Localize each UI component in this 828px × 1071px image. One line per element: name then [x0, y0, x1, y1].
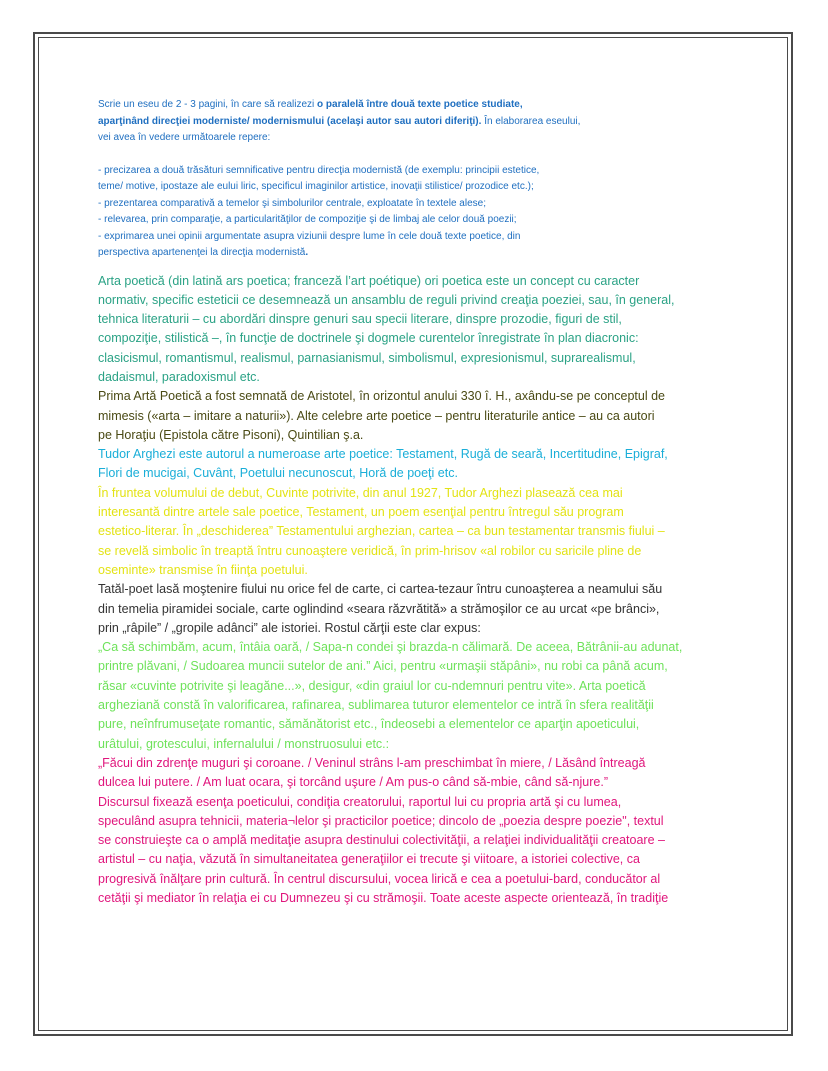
paragraph-line: cetăţii şi mediator în relaţia ei cu Dumnezeu şi cu strămoşii. Toate aceste aspecte orientează, în tradiţie	[98, 891, 669, 905]
paragraph-line: Tatăl-poet lasă moştenire fiului nu orice fel de carte, ci cartea-tezaur întru cunoaşterea a neamului său	[98, 582, 663, 597]
paragraph-line: se revelă simbolic în treaptă întru cunoaştere veridică, în prim-hrisov «al robilor cu saricile pline de	[98, 543, 642, 558]
essay-paragraph	[98, 484, 734, 580]
paragraph-line: răsar «cuvinte potrivite şi leagăne...», desigur, «din graiul lor cu-ndemnuri pentru vite». Arta poetică	[98, 678, 646, 693]
paragraph-line: compoziţie, stilistică –, în funcţie de doctrinele şi dogmele curentelor înregistrate în plan diacronic:	[98, 331, 639, 346]
essay-paragraph	[98, 580, 734, 638]
paragraph-line: dadaismul, paradoxismul etc.	[98, 369, 260, 384]
paragraph-line: Prima Artă Poetică a fost semnată de Aristotel, în orizontul anului 330 î. H., axându-se pe conceptul de	[98, 389, 665, 404]
paragraph-line: mimesis («arta – imitare a naturii»). Alte celebre arte poetice – pentru literaturile antice – au ca autori	[98, 408, 655, 423]
paragraph-line: clasicismul, romantismul, realismul, parnasianismul, simbolismul, expresionismul, suprarealismul,	[98, 350, 636, 365]
paragraph-line: prin „râpile” / „gropile adânci” ale istoriei. Rostul cărţii este clar expus:	[98, 620, 481, 635]
paragraph-line: oseminte» transmise în fiinţa poetului.	[98, 562, 308, 577]
task-bullet: - precizarea a două trăsături semnificative pentru direcţia modernistă (de exemplu: principii estetice,	[98, 164, 540, 176]
paragraph-line: Flori de mucigai, Cuvânt, Poetului necunoscut, Horă de poeţi etc.	[98, 466, 458, 481]
task-bullet: - exprimarea unei opinii argumentate asupra viziunii despre lume în cele două texte poetice, din	[98, 230, 521, 242]
document-content	[98, 97, 734, 908]
paragraph-line: „Făcui din zdrenţe muguri şi coroane. / Veninul strâns l-am preschimbat în miere, / Lăsând întreagă	[98, 755, 646, 770]
essay-paragraph	[98, 272, 734, 388]
task-bullet: perspectiva apartenenţei la direcţia modernistă.	[98, 247, 309, 258]
paragraph-line: În fruntea volumului de debut, Cuvinte potrivite, din anul 1927, Tudor Arghezi plasează cea mai	[98, 485, 623, 500]
task-bullet: - prezentarea comparativă a temelor şi simbolurilor centrale, exploatate în textele alese;	[98, 197, 486, 209]
essay-paragraph	[98, 754, 734, 908]
paragraph-line: Arta poetică (din latină ars poetica; franceză l’art poétique) ori poetica este un concept cu caracter	[98, 273, 640, 288]
essay-paragraph	[98, 638, 734, 754]
paragraph-line: dulcea lui putere. / Am luat ocara, şi torcând uşure / Am pus-o când să-mbie, când să-njure.”	[98, 775, 608, 790]
paragraph-line: urâtului, grotescului, infernalului / monstruosului etc.:	[98, 736, 390, 751]
paragraph-line: se construieşte ca o amplă meditaţie asupra destinului colectivităţii, a relaţiei individualităţii creatoare –	[98, 833, 665, 848]
paragraph-line: artistul – cu naţia, văzută în simultaneitatea generaţiilor ei trecute şi viitoare, a istoriei colective, ca	[98, 852, 640, 867]
paragraph-line: argheziană constă în valorificarea, rafinarea, sublimarea tuturor elementelor ce intră în sfera realităţii	[98, 698, 654, 713]
task-bullet: - relevarea, prin comparaţie, a particularităţilor de compoziţie şi de limbaj ale celor două poezii;	[98, 214, 517, 225]
essay-body	[98, 272, 734, 909]
task-line: aparţinând direcţiei moderniste/ modernismului (acelaşi autor sau autori diferiţi). În elaborarea eseului,	[98, 115, 581, 127]
task-line: Scrie un eseu de 2 - 3 pagini, în care să realizezi o paralelă între două texte poetice studiate,	[98, 99, 523, 110]
paragraph-line: normativ, specific esteticii ce desemnează un ansamblu de reguli privind creaţia poeziei, sau, în general,	[98, 292, 675, 307]
paragraph-line: pure, neînfrumuseţate romantic, sămănătorist etc., îndeosebi a elementelor ce aparţin apoeticului,	[98, 717, 640, 732]
paragraph-line: pe Horaţiu (Epistola către Pisoni), Quintilian ş.a.	[98, 427, 364, 442]
paragraph-line: din temelia piramidei sociale, carte oglindind «seara răzvrătită» a strămoşilor ce au urcat «pe brânci»,	[98, 601, 660, 616]
task-bullet: teme/ motive, ipostaze ale eului liric, specificul imaginilor artistice, inovaţii stilistice/ prozodice etc.);	[98, 181, 534, 192]
paragraph-line: progresivă înălţare prin cultură. În centrul discursului, vocea lirică e cea a poetului-bard, conducător al	[98, 871, 661, 886]
paragraph-line: Tudor Arghezi este autorul a numeroase arte poetice: Testament, Rugă de seară, Incertitudine, Epigraf,	[98, 447, 668, 462]
essay-paragraph	[98, 387, 734, 445]
paragraph-line: tehnica literaturii – cu abordări dinspre genuri sau specii literare, dinspre prozodie, figuri de stil,	[98, 312, 622, 327]
paragraph-line: interesantă dintre artele sale poetice, Testament, un poem esenţial pentru întregul său program	[98, 505, 624, 520]
paragraph-line: printre plăvani, / Sudoarea muncii sutelor de ani.” Aici, pentru «urmaşii stăpâni», nu robi ca până acum,	[98, 659, 668, 674]
paragraph-line: speculând asupra tehnicii, materia¬lelor şi practicilor poetice; dincolo de „poezia despre poezie", textul	[98, 813, 664, 828]
essay-paragraph	[98, 445, 734, 484]
essay-task	[98, 97, 734, 262]
paragraph-line: „Ca să schimbăm, acum, întâia oară, / Sapa-n condei şi brazda-n călimară. De aceea, Bătrânii-au adunat,	[98, 640, 683, 655]
paragraph-line: Discursul fixează esenţa poeticului, condiţia creatorului, raportul lui cu propria artă şi cu lumea,	[98, 794, 622, 809]
task-line: vei avea în vedere următoarele repere:	[98, 132, 271, 143]
paragraph-line: estetico-literar. În „deschiderea” Testamentului arghezian, cartea – ca bun testamentar transmis fiului –	[98, 524, 665, 539]
